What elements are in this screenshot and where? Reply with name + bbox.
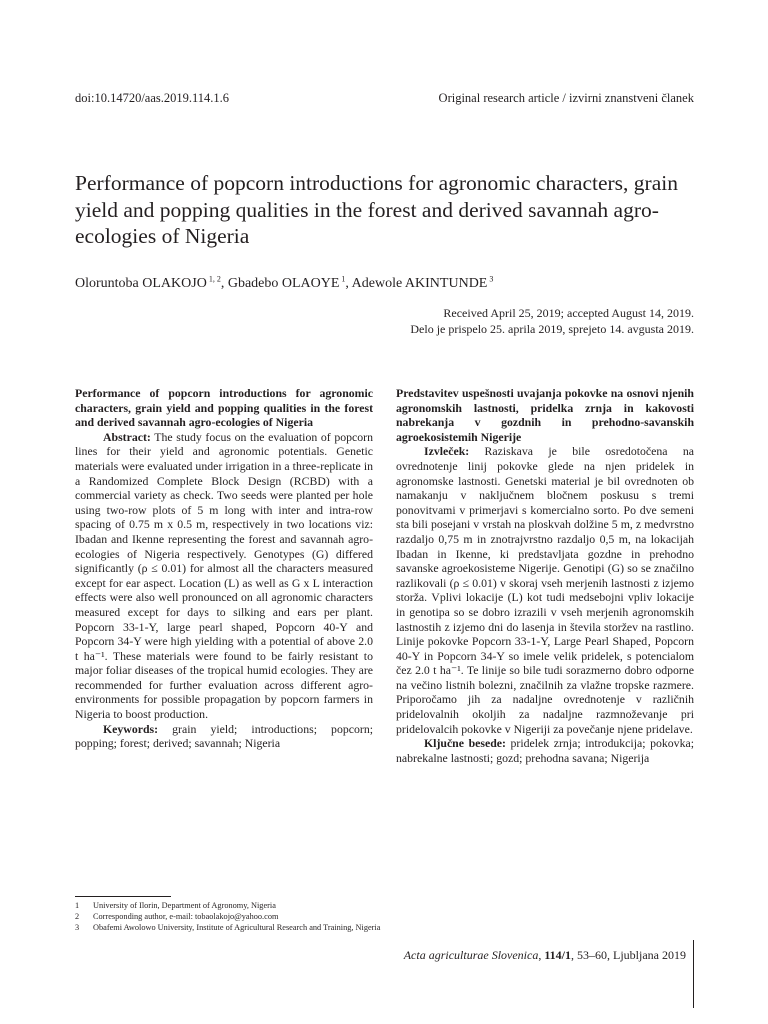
abstract-label: Abstract:: [103, 429, 151, 444]
abstract-paragraph: [396, 444, 694, 736]
author-name: Gbadebo OLAOYE: [227, 276, 340, 291]
author-affiliation: 1, 2: [206, 274, 221, 284]
paper-title: Performance of popcorn introductions for agronomic characters, grain yield and popping qualities in the forest and derived savannah agro-ecologies of Nigeria: [75, 171, 678, 248]
author-list: [75, 276, 705, 292]
footnote: [75, 900, 380, 911]
abstract-heading: Performance of popcorn introductions for agronomic characters, grain yield and popping qualities in the forest and derived savannah agro-ecologies of Nigeria: [75, 386, 373, 430]
author-affiliation: 3: [487, 274, 494, 284]
footnote-number: 1: [75, 901, 80, 910]
abstract-slovenian: [396, 386, 694, 765]
author-separator: ,: [220, 276, 228, 291]
article-type: Original research article / izvirni znanstveni članek: [438, 91, 694, 105]
footnote-text: University of Ilorin, Department of Agronomy, Nigeria: [93, 901, 276, 910]
footnote-number: 2: [75, 912, 80, 921]
footnote-divider: [75, 896, 171, 897]
abstract-text: Raziskava je bile osredotočena na ovrednotenje linij pokovke glede na njen pridelek in agronomske lastnosti. Genetski material je bil ovrednoten ob namakanju v naključnem bločnem poskusu s tremi ponovitvami v primerjavi s komercialno sorto. Po dve semeni sta bili posejani v vrstah na ploskvah dolžine 5 m, z medvrstno razdaljo 0,75 m in znotrajvrstno razdaljo 0,5 m, na lokacijah Ibadan in Ikenne, ki predstavljata gozdne in prehodno savanske agroekosisteme Nigerije. Genotipi (G) so se značilno razlikovali (ρ ≤ 0.01) v skoraj vseh merjenih lastnosti z izjemo storža. Vplivi lokacije (L) kot tudi medsebojni vpliv lokacije in genotipa so se dobro izrazili v vseh merjenih agronomskih lastnostih z izjemo dni do lasenja in števila storžev na rastlino. Linije pokovke Popcorn 33-1-Y, Large Pearl Shaped‚ Popcorn 40-Y in Popcorn 34-Y so imele velik pridelek, s potencialom čez 2.0 t ha⁻¹. Te linije so bile tudi sorazmerno dobro odporne na večino listnih bolezni, značilnih za vlažne tropske razmere. Priporočamo jih za nadaljne ovrednotenje v različnih pridelovalnih okoljih za nadaljne razmnoževanje pri pridelovalcih pokovke v Nigeriji za povečanje njene pridelave.: [396, 444, 694, 736]
keywords-label: Ključne besede:: [424, 736, 506, 751]
abstract-english: [75, 386, 373, 751]
footer-vertical-rule: [693, 940, 694, 1008]
author-affiliation: 1: [339, 274, 346, 284]
footnote-number: 3: [75, 923, 80, 932]
abstract-text: The study focus on the evaluation of popcorn lines for their yield and agronomic potentials. Genetic materials were evaluated under irrigation in a three-replicate in a Randomized Complete Block Design (RCBD) with a commercial variety as check. Two seeds were planted per hole using two-row plots of 5 m long with inter and intra-row spacing of 0.75 m x 0.5 m, respectively in two locations viz: Ibadan and Ikenne representing the forest and savannah agro-ecologies of Nigeria respectively. Genotypes (G) differed significantly (ρ ≤ 0.01) for almost all the characters measured except for ear aspect. Location (L) as well as G x L interaction effects were also well pronounced on all agronomic characters measured except for days to silking and ears per plant. Popcorn 33-1-Y, large pearl shaped, Popcorn 40-Y and Popcorn 34-Y were high yielding with a potential of above 2.0 t ha⁻¹. These materials were found to be fairly resistant to major foliar diseases of the tropical humid ecologies. They are recommended for further evaluation across different agro-environments for possible propagation by popcorn farmers in Nigeria to boost production.: [75, 429, 373, 722]
doi[interactable]: doi:10.14720/aas.2019.114.1.6: [75, 91, 230, 105]
journal-citation: [404, 948, 686, 963]
footnotes: [75, 900, 380, 933]
footnote: [75, 922, 380, 933]
footnote: [75, 911, 380, 922]
author-name: Adewole AKINTUNDE: [351, 276, 488, 291]
journal-separator: ,: [538, 948, 545, 962]
received-dates: [194, 306, 694, 337]
keywords-text: grain yield; introductions; popcorn; popping; forest; derived; savannah; Nigeria: [75, 721, 373, 751]
author-separator: ,: [345, 276, 352, 291]
keywords-label: Keywords:: [103, 721, 159, 736]
keywords-paragraph: [396, 736, 694, 765]
journal-name: Acta agriculturae Slovenica: [403, 948, 539, 962]
journal-volume: 114/1: [544, 948, 572, 962]
abstract-label: Izvleček:: [424, 444, 470, 459]
abstract-paragraph: [75, 430, 373, 722]
received-sl: Delo je prispelo 25. aprila 2019, sprejeto 14. avgusta 2019.: [410, 321, 694, 336]
footnote-text: Corresponding author, e-mail: tobaolakojo@yahoo.com: [93, 912, 279, 921]
keywords-paragraph: [75, 722, 373, 751]
abstract-heading: Predstavitev uspešnosti uvajanja pokovke na osnovi njenih agronomskih lastnosti, pridelka zrnja in kakovosti nabrekanja v gozdnih in prehodno-savanskih agroekosistemih Nigerije: [396, 386, 694, 444]
journal-pages: , 53–60, Ljubljana 2019: [571, 948, 686, 962]
received-en: Received April 25, 2019; accepted August 14, 2019.: [443, 306, 694, 320]
footnote-text: Obafemi Awolowo University, Institute of Agricultural Research and Training, Nigeria: [93, 923, 381, 932]
keywords-text: pridelek zrnja; introdukcija; pokovka; nabrekalne lastnosti; gozd; prehodna savana; Nigerija: [396, 736, 694, 765]
author-name: Oloruntoba OLAKOJO: [75, 276, 207, 291]
